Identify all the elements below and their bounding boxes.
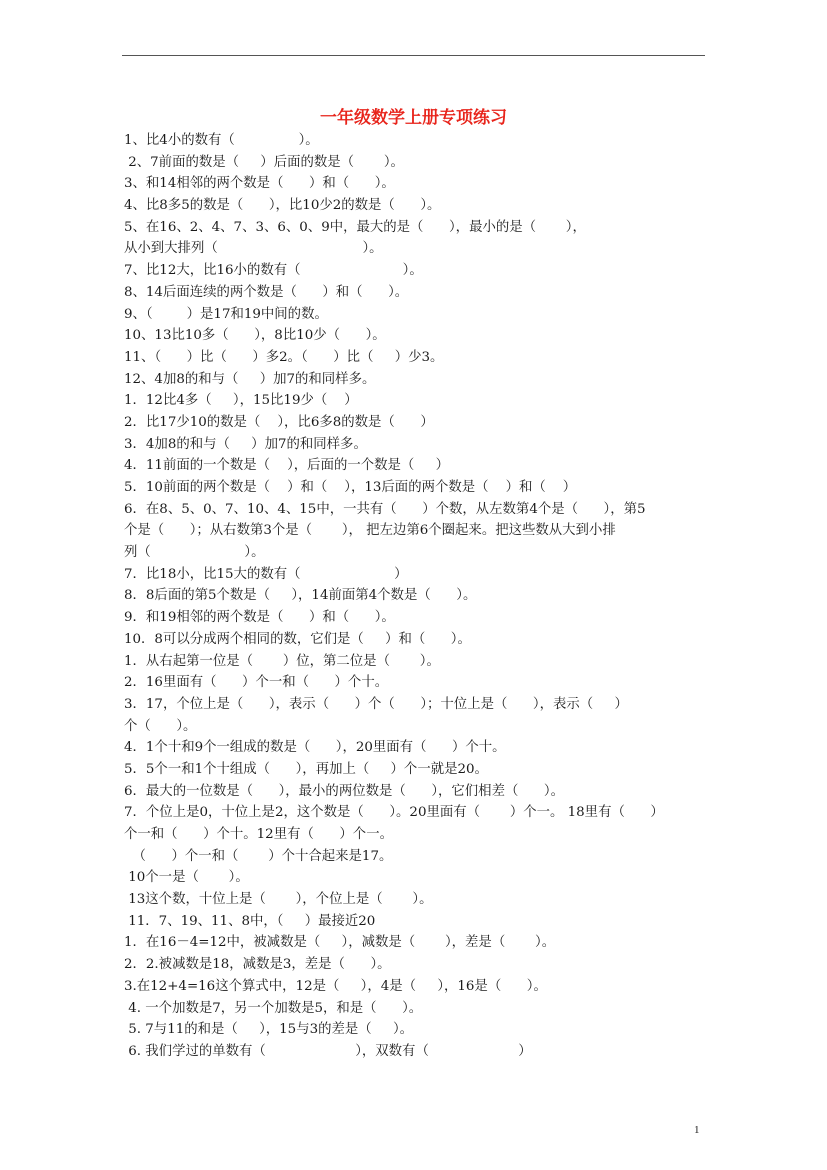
exercise-line: 4．11前面的一个数是（ ），后面的一个数是（ ） [124,458,449,474]
page-number: 1 [694,1124,700,1136]
exercise-line: 4．1个十和9个一组成的数是（ ），20里面有（ ）个十。 [124,740,506,756]
exercise-line: 个（ ）。 [124,718,197,734]
exercise-line: 列（ ）。 [124,545,265,561]
exercise-line: 9．和19相邻的两个数是（ ）和（ ）。 [124,610,395,626]
exercise-line: 10个一是（ ）。 [124,870,249,886]
exercise-line: 11、（ ）比（ ）多2。（ ）比（ ）少3。 [124,349,444,365]
exercise-line: 8、14后面连续的两个数是（ ）和（ ）。 [124,284,409,300]
exercise-line: 6. 我们学过的单数有（ ），双数有（ ） [124,1043,532,1059]
exercise-line: 1、比4小的数有（ ）。 [124,133,319,148]
exercise-line: 个是（ ）；从右数第3个是（ ）， 把左边第6个圈起来。把这些数从大到小排 [124,523,616,539]
exercise-line: 12、4加8的和与（ ）加7的和同样多。 [124,371,376,387]
exercise-line: 6．在8、5、0、7、10、4、15中，一共有（ ）个数，从左数第4个是（ ），第5 [124,501,646,517]
exercise-line: 1．在16－4=12中，被减数是（ ），减数是（ ），差是（ ）。 [124,935,556,951]
exercise-line: 1．从右起第一位是（ ）位，第二位是（ ）。 [124,653,440,669]
exercise-line: 5、在16、2、4、7、3、6、0、9中，最大的是（ ），最小的是（ ）， [124,219,586,235]
exercise-line: 6．最大的一位数是（ ），最小的两位数是（ ），它们相差（ ）。 [124,783,564,799]
exercise-line: 4、比8多5的数是（ ），比10少2的数是（ ）。 [124,198,441,214]
exercise-line: 2、7前面的数是（ ）后面的数是（ ）。 [124,154,404,170]
exercise-line: 7．比18小，比15大的数有（ ） [124,566,408,582]
exercise-line: 9、（ ）是17和19中间的数。 [124,306,328,322]
exercise-line: 7．个位上是0，十位上是2，这个数是（ ）。20里面有（ ）个一。 18里有（ ） [124,805,664,821]
exercise-line: （ ）个一和（ ）个十合起来是17。 [124,848,393,864]
exercise-line: 5．10前面的两个数是（ ）和（ ），13后面的两个数是（ ）和（ ） [124,480,577,495]
exercise-line: 11．7、19、11、8中，（ ）最接近20 [124,913,376,929]
exercise-line: 4. 一个加数是7，另一个加数是5，和是（ ）。 [124,1000,423,1016]
exercise-line: 2．16里面有（ ）个一和（ ）个十。 [124,675,389,691]
exercise-line: 3．4加8的和与（ ）加7的和同样多。 [124,436,367,452]
exercise-line: 3、和14相邻的两个数是（ ）和（ ）。 [124,176,395,192]
exercise-line: 个一和（ ）个十。12里有（ ）个一。 [124,827,393,842]
exercise-line: 从小到大排列（ ）。 [124,241,383,257]
exercise-line: 3．17，个位上是（ ），表示（ ）个（ ）；十位上是（ ），表示（ ） [124,696,628,712]
exercise-line: 1．12比4多（ ），15比19少（ ） [124,393,358,409]
exercise-list [124,130,724,1063]
exercise-line: 10、13比10多（ ），8比10少（ ）。 [124,328,386,344]
exercise-line: 7、比12大，比16小的数有（ ）。 [124,263,423,279]
exercise-line: 3.在12+4=16这个算式中，12是（ ），4是（ ），16是（ ）。 [124,978,547,994]
exercise-line: 8．8后面的第5个数是（ ），14前面第4个数是（ ）。 [124,588,477,604]
exercise-line: 2．2.被减数是18，减数是3，差是（ ）。 [124,957,391,973]
document-title: 一年级数学上册专项练习 [320,108,507,128]
exercise-line: 13这个数，十位上是（ ），个位上是（ ）。 [124,892,433,908]
exercise-line: 5. 7与11的和是（ ），15与3的差是（ ）。 [124,1022,414,1038]
header-rule [122,55,705,56]
exercise-line: 10．8可以分成两个相同的数，它们是（ ）和（ ）。 [124,631,471,647]
exercise-line: 2．比17少10的数是（ ），比6多8的数是（ ） [124,414,434,430]
exercise-line: 5．5个一和1个十组成（ ），再加上（ ）个一就是20。 [124,761,488,777]
